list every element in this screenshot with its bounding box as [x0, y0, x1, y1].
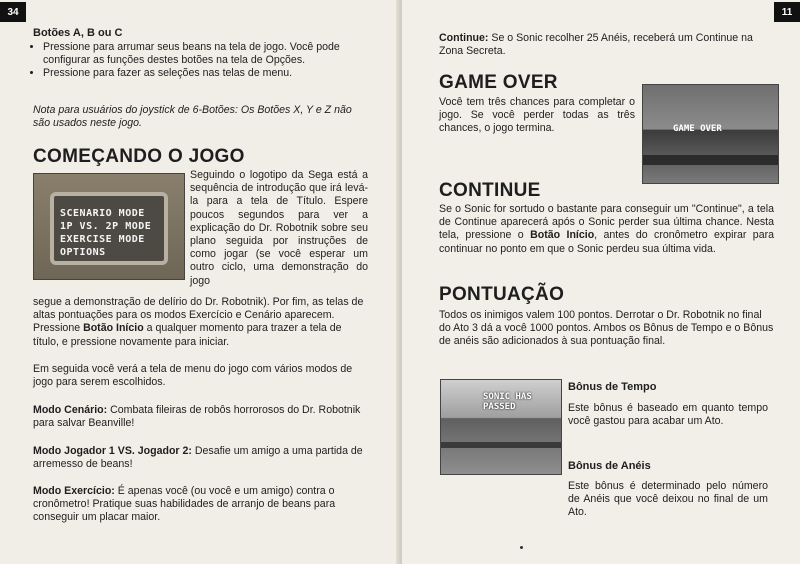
six-button-note: Nota para usuários do joystick de 6-Botões: Os Botões X, Y e Z não são usados neste jogo.	[33, 104, 352, 130]
bonus-screenshot-text: SONIC HAS PASSED	[483, 392, 532, 412]
time-bonus-heading: Bônus de Tempo	[568, 381, 657, 393]
continue-intro: Continue: Se o Sonic recolher 25 Anéis, receberá um Continue na Zona Secreta.	[439, 32, 753, 58]
page-number-left: 34	[0, 2, 26, 22]
print-speck	[520, 546, 523, 549]
menu-line: EXERCISE MODE	[60, 234, 145, 245]
score-heading: PONTUAÇÃO	[439, 284, 565, 305]
ground-strip	[643, 155, 778, 165]
mode-versus: Modo Jogador 1 VS. Jogador 2: Desafie um amigo a uma partida de arremesso de beans!	[33, 445, 363, 471]
right-page	[402, 0, 800, 564]
start-button-label: Botão Início	[83, 322, 144, 335]
ring-bonus-text: Este bônus é determinado pelo número de Anéis que você deixou no final de um Ato.	[568, 480, 768, 519]
continue-heading: CONTINUE	[439, 180, 541, 201]
mode-scenario: Modo Cenário: Combata fileiras de robôs horrorosos do Dr. Robotnik para salvar Beanville!	[33, 404, 361, 430]
gameover-text: Você tem três chances para completar o jogo. Se você perder todas as três chances, o jogo termina.	[439, 96, 635, 135]
continue-start-button-label: Botão Início	[530, 229, 595, 242]
mode-exercise: Modo Exercício: É apenas você (ou você e um amigo) contra o cronômetro! Pratique suas habilidades de arranjo de beans para conseguir um placar maior.	[33, 485, 336, 524]
gameover-heading: GAME OVER	[439, 72, 558, 93]
continue-text: Se o Sonic for sortudo o bastante para conseguir um "Continue", a tela de Continue aparecerá após o Sonic perder sua última chance. Nesta tela, pressione o Botão Início, antes do cronômetro expirar para continuar no ponto em que o Sonic perdeu sua última vida.	[439, 203, 775, 255]
menu-line: SCENARIO MODE	[60, 208, 145, 219]
gameover-screenshot-text: GAME OVER	[673, 124, 722, 134]
start-paragraph-1: Seguindo o logotipo da Sega está a sequência de introdução que irá levá-la para a tela de Título. Espere poucos segundos para ver a explicação do Dr. Robotnik sobre seu plano seguida por instruções de como jogar (se você esperar um outro ciclo, uma demonstração do jogo	[190, 169, 368, 287]
buttons-bullet-list	[33, 41, 378, 81]
score-text: Todos os inimigos valem 100 pontos. Derrotar o Dr. Robotnik no final do Ato 3 dá a você 1000 pontos. Ambos os Bônus de Tempo e o Bônus de anéis são adicionados à sua pontuação final.	[439, 309, 774, 348]
buttons-heading: Botões A, B ou C	[33, 27, 123, 39]
menu-line: OPTIONS	[60, 247, 106, 258]
menu-paragraph: Em seguida você verá a tela de menu do jogo com vários modos de jogo para serem escolhidos.	[33, 363, 353, 389]
gameover-screenshot	[642, 84, 779, 184]
bullet-item: • Pressione para fazer as seleções nas telas de menu.	[43, 67, 378, 80]
bullet-item: • Pressione para arrumar seus beans na tela de jogo. Você pode configurar as funções destes botões na tela de Opções.	[43, 41, 378, 67]
bonus-screenshot	[440, 379, 562, 475]
menu-line: 1P VS. 2P MODE	[60, 221, 152, 232]
start-paragraph-2: segue a demonstração de delírio do Dr. Robotnik). Por fim, as telas de altas pontuações para os modos Exercício e Cenário aparecem. Pressione Botão Início a qualquer momento para trazer a tela de título, e pressione novamente para iniciar.	[33, 296, 364, 348]
start-heading: COMEÇANDO O JOGO	[33, 146, 245, 167]
menu-screenshot	[33, 173, 185, 280]
ring-bonus-heading: Bônus de Anéis	[568, 460, 651, 472]
page-number-right: 11	[774, 2, 800, 22]
time-bonus-text: Este bônus é baseado em quanto tempo você gastou para acabar um Ato.	[568, 402, 768, 428]
ground-strip	[441, 442, 561, 448]
